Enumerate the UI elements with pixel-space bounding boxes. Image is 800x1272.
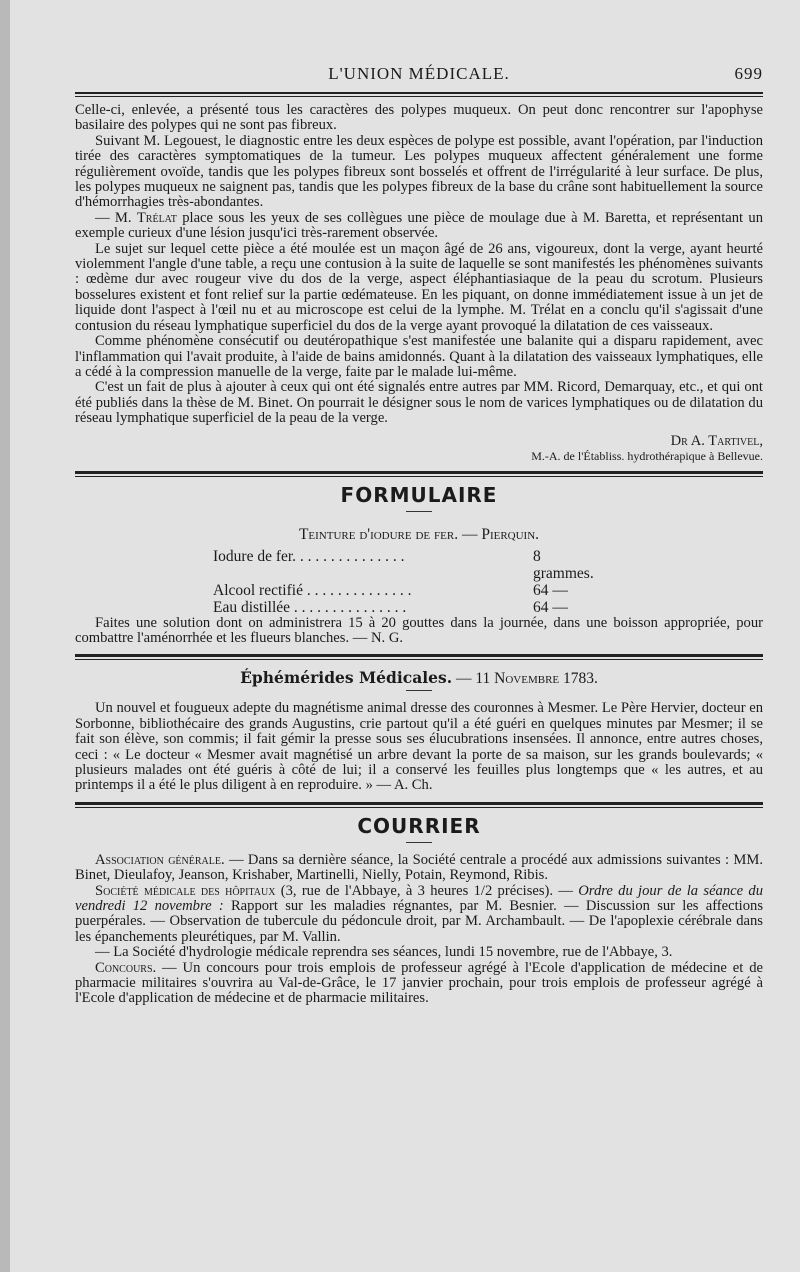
article-paragraph: Suivant M. Legouest, le diagnostic entre les deux espèces de polype est possible, avant l'opération, par l'induction tirée des caractères symptomatiques de la tumeur. Les polypes muqueux affectent généralement une forme régulièrement ovoïde, tandis que les polypes fibreux sont bosselés et offrent de l'irrégularité à leur surface. De plus, les polypes muqueux ne saignent pas, tandis que les polypes fibreux de la base du crâne sont habituellement la source d'hémorrhagies très-abondantes. [75,132,763,211]
courrier-text: — Un concours pour trois emplois de professeur agrégé à l'Ecole d'application de médecine et de pharmacie militaires s'ouvrira au Val-de-Grâce, le 17 janvier prochain, pour trois emplois de professeur agrégé à l'Ecole d'application de médecine et de pharmacie militaires. [75,959,763,1007]
ephemerides-text: Un nouvel et fougueux adepte du magnétisme animal dresse des couronnes à Mesmer. Le Père Hervier, docteur en Sorbonne, bibliothécaire des grands Augustins, crie partout qu'il a été guéri en quelques minutes par Mesmer; il se fait son élève, son commis; il fait gémir la presse sous ses élucubrations insensées. Il annonce, entre autres choses, ceci : « Le docteur « Mesmer avait magnétisé un arbre devant la porte de sa maison, sur les grands boulevards; « plusieurs malades ont été guéris à côté de lui; il a conservé les feuilles plus longtemps que « les autres, et au printemps il a été le plus diligent à en reproduire. » — A. Ch. [75,700,763,794]
running-head [75,60,763,88]
section-rule [75,802,763,808]
ingredient-qty: 64 — [533,598,568,616]
courrier-item [75,961,763,1007]
ephemerides-date: — 11 Novembre 1783. [452,670,598,688]
ingredient-name: Alcool rectifié . . . . . . . . . . . . . . [213,581,412,599]
courrier-lead: Société médicale des hôpitaux [95,882,276,899]
page-content [75,60,763,1007]
ephemerides-title [75,668,763,688]
article-paragraph: Comme phénomène consécutif ou deutéropathique s'est manifestée une balanite qui a disparu rapidement, avec l'inflammation qui l'avait produite, à l'aide de bains amidonnés. Quant à la dilatation des vaisseaux lymphatiques, elle a cédé à la compression manuelle de la verge, faite par le malade lui-même. [75,333,763,380]
ephemerides-heading: Éphémérides Médicales. [240,668,453,688]
courrier-text: (3, rue de l'Abbaye, à 3 heures 1/2 précises). — [275,882,579,899]
ingredient-row [213,582,603,599]
courrier-item [75,884,763,946]
short-rule [406,690,432,691]
courrier-lead: Concours. [95,959,157,976]
section-rule [75,654,763,660]
ingredient-qty: 8 grammes. [533,547,594,582]
ingredient-row [213,599,603,616]
header-rule [75,92,763,97]
courrier-title: COURRIER [357,813,481,838]
trelat-lead: — M. [95,209,137,226]
article-paragraph: Celle-ci, enlevée, a présenté tous les caractères des polypes muqueux. On peut donc rencontrer sur l'apophyse basilaire des polypes qui ne sont pas fibreux. [75,102,763,134]
courrier-item [75,945,763,960]
courrier-text: — La Société d'hydrologie médicale reprendra ses séances, lundi 15 novembre, rue de l'Abbaye, 3. [95,944,673,961]
courrier-lead: Association générale. [95,851,225,868]
courrier-item [75,853,763,884]
short-rule [406,842,432,843]
author-affiliation: M.-A. de l'Établiss. hydrothérapique à Bellevue. [531,448,763,463]
ingredient-row [213,548,603,582]
ingredient-list [213,548,603,616]
courrier-text: Rapport sur les maladies régnantes, par M. Besnier. — Discussion sur les affections puerpérales. — Observation de tubercule du pédoncule droit, par M. Archambault. — De l'apoplexie cérébrale dans les épanchements pleurétiques, par M. Vallin. [75,898,763,945]
page-number: 699 [734,64,763,83]
formula-instructions: Faites une solution dont on administrera 15 à 20 gouttes dans la journée, dans une boisson appropriée, pour combattre l'aménorrhée et les flueurs blanches. — N. G. [75,614,763,646]
courrier-text: — Dans sa dernière séance, la Société centrale a procédé aux admissions suivantes : MM. Binet, Dieulafoy, Jeanson, Krishaber, Martinelli, Nielly, Potain, Reymond, Ribis. [75,851,763,884]
formulaire-title: FORMULAIRE [340,482,498,507]
courrier-italic: Ordre du jour de la séance du vendredi 12 novembre : [75,882,763,914]
author-signature: Dr A. Tartivel, [670,432,763,449]
article-paragraph: C'est un fait de plus à ajouter à ceux qui ont été signalés entre autres par MM. Ricord, Demarquay, etc., et qui ont été publiés dans la thèse de M. Binet. On pourrait le désigner sous le nom de varices lymphatiques ou de dilatation du réseau lymphatique superficiel de la peau de la verge. [75,379,763,427]
article-paragraph: Le sujet sur lequel cette pièce a été moulée est un maçon âgé de 26 ans, vigoureux, dont la verge, ayant heurté violemment l'angle d'une table, a reçu une contusion à la suite de laquelle se sont manifestés les phénomènes suivants : œdème dur avec rougeur vive du dos de la verge, aspect éléphantiasiaque de la peau du scrotum. Plusieurs bosselures existent et font relief sur la partie œdémateuse. En les piquant, on donne immédiatement issue à un jet de liquide dont l'aspect à l'œil nu et au microscope est celui de la lymphe. M. Trélat en a conclu qu'il s'agissait d'une contusion du réseau lymphatique superficiel du dos de la verge ayant provoqué la dilatation de ces vaisseaux. [75,240,763,334]
short-rule [406,511,432,512]
trelat-name: Trélat [136,209,177,226]
ingredient-name: Iodure de fer. . . . . . . . . . . . . . . [213,547,405,565]
journal-title: L'UNION MÉDICALE. [328,64,510,83]
article-paragraph [75,211,763,242]
ingredient-name: Eau distillée . . . . . . . . . . . . . . . [213,598,407,616]
section-rule [75,471,763,477]
ingredient-qty: 64 — [533,581,568,599]
recipe-title: Teinture d'iodure de fer. — Pierquin. [298,525,540,543]
journal-page [10,0,800,1272]
trelat-rest: place sous les yeux de ses collègues une pièce de moulage due à M. Baretta, et représentant un exemple curieux d'une lésion jusqu'ici très-rarement observée. [75,209,764,242]
